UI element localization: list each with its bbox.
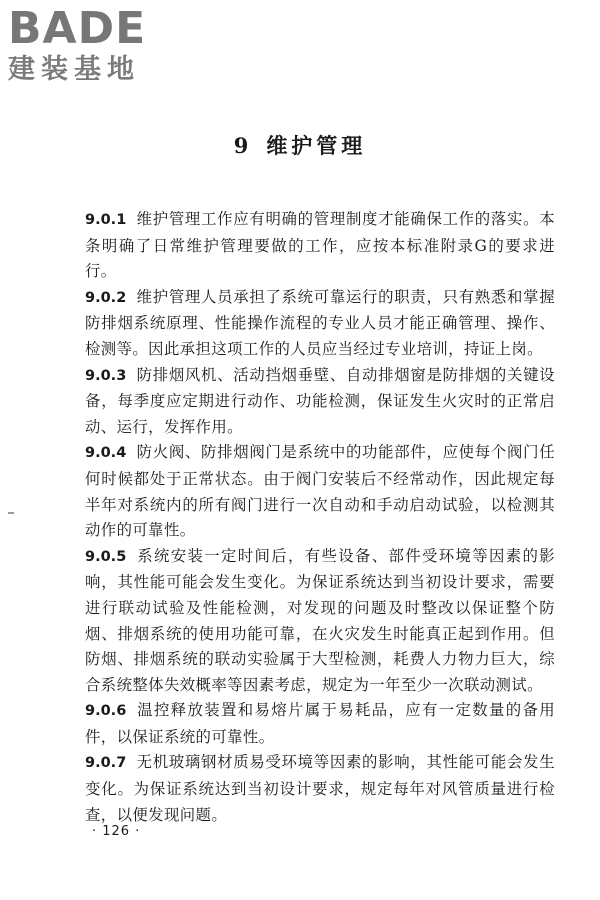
watermark-logo: [8, 3, 178, 86]
document-body: [85, 207, 555, 828]
clause-paragraph: [85, 698, 555, 750]
clause-number: 9.0.2: [85, 289, 127, 306]
clause-number: 9.0.5: [85, 548, 127, 565]
clause-paragraph: [85, 440, 555, 543]
clause-paragraph: [85, 207, 555, 285]
clause-text: 无机玻璃钢材质易受环境等因素的影响，其性能可能会发生变化。为保证系统达到当初设计要求，规定每年对风管质量进行检查，以便发现问题。: [85, 753, 555, 824]
clause-number: 9.0.4: [85, 445, 127, 462]
clause-paragraph: [85, 285, 555, 363]
clause-paragraph: [85, 544, 555, 699]
clause-text: 防排烟风机、活动挡烟垂壁、自动排烟窗是防排烟的关键设备，每季度应定期进行动作、功能检测，保证发生火灾时的正常启动、运行，发挥作用。: [85, 365, 555, 436]
watermark-logo-text: BADE: [8, 3, 147, 54]
clause-number: 9.0.1: [85, 212, 127, 228]
page-edge-mark: [8, 512, 14, 514]
chapter-title-text: 维护管理: [266, 133, 367, 158]
watermark-subtitle: 建装基地: [8, 54, 140, 85]
clause-text: 系统安装一定时间后，有些设备、部件受环境等因素的影响，其性能可能会发生变化。为保证系统达到当初设计要求，需要进行联动试验及性能检测，对发现的问题及时整改以保证整个防烟、排烟系统的使用功能可靠，在火灾发生时能真正起到作用。但防烟、排烟系统的联动实验属于大型检测，耗费人力物力巨大，综合系统整体失效概率等因素考虑，规定为一年至少一次联动测试。: [85, 546, 555, 694]
chapter-title: [0, 130, 600, 160]
clause-number: 9.0.6: [85, 703, 127, 720]
clause-text: 温控释放装置和易熔片属于易耗品，应有一定数量的备用件，以保证系统的可靠性。: [85, 701, 555, 746]
clause-text: 维护管理人员承担了系统可靠运行的职责，只有熟悉和掌握防排烟系统原理、性能操作流程的专业人员才能正确管理、操作、检测等。因此承担这项工作的人员应当经过专业培训，持证上岗。: [85, 287, 555, 358]
page-number: · 126 ·: [92, 824, 141, 839]
clause-paragraph: [85, 363, 555, 441]
chapter-number: 9: [233, 133, 253, 158]
clause-text: 防火阀、防排烟阀门是系统中的功能部件，应使每个阀门任何时候都处于正常状态。由于阀门安装后不经常动作，因此规定每半年对系统内的所有阀门进行一次自动和手动启动试验，以检测其动作的可靠性。: [85, 443, 555, 540]
clause-number: 9.0.3: [85, 367, 127, 384]
clause-text: 维护管理工作应有明确的管理制度才能确保工作的落实。本条明确了日常维护管理要做的工作，应按本标准附录G的要求进行。: [85, 210, 555, 281]
clause-number: 9.0.7: [85, 755, 127, 772]
clause-paragraph: [85, 750, 555, 828]
